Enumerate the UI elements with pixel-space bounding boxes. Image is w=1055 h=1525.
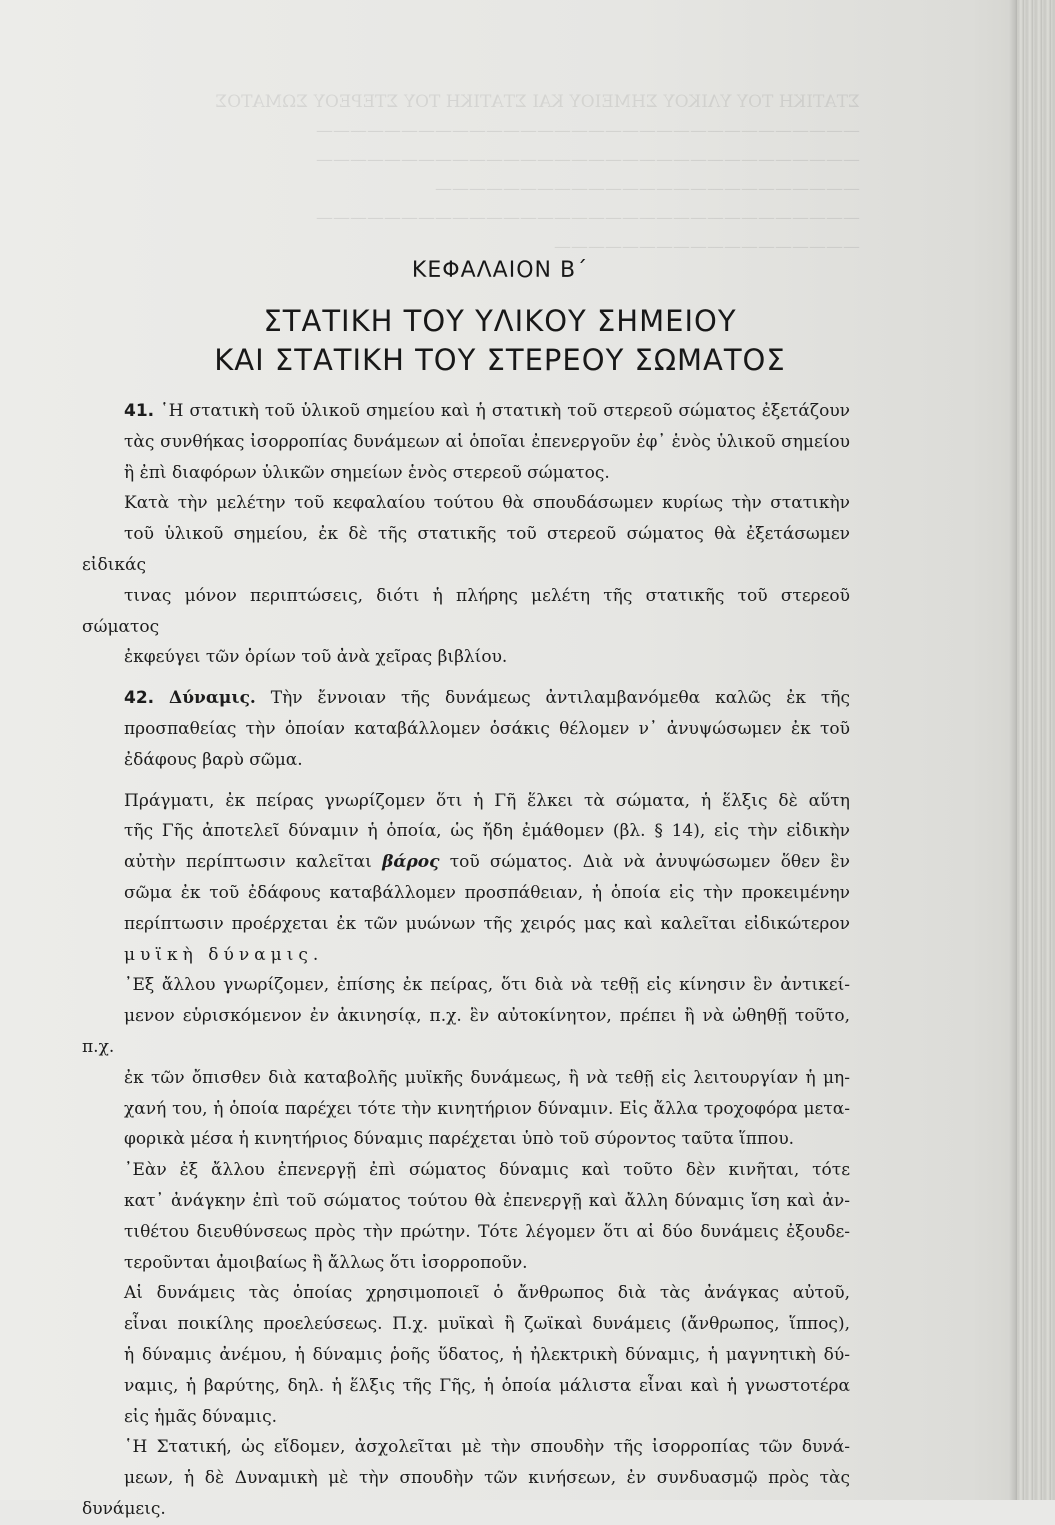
text-line: ῾Η Στατική, ὡς εἴδομεν, ἀσχολεῖται μὲ τὴν σπουδὴν τῆς ἰσορροπίας τῶν δυνά- — [124, 1437, 850, 1458]
emphasized-term: βάρος — [382, 852, 440, 873]
text-line: σῶμα ἐκ τοῦ ἐδάφους καταβάλλομεν προσπάθειαν, ἡ ὁποία εἰς τὴν προκειμένην — [124, 882, 850, 903]
show-through-text: ΣΤΑΤΙΚΗ ΤΟΥ ΥΛΙΚΟΥ ΣΗΜΕΙΟΥ ΚΑΙ ΣΤΑΤΙΚΗ ΤΟΥ ΣΤΕΡΕΟΥ ΣΩΜΑΤΟΣ ———————————————————————————————— ———————————————————————————————— ————————————————————————— ———————————————————————————————— —————————————————— — [215, 92, 860, 257]
page-edge-shadow — [1009, 0, 1017, 1500]
text-line — [82, 396, 850, 427]
text-line: εἰς ἡμᾶς δύναμις. — [124, 1406, 278, 1427]
text-line: ἢ ἐπὶ διαφόρων ὑλικῶν σημείων ἑνὸς στερεοῦ σώματος. — [124, 462, 610, 483]
text-line: εἶναι ποικίλης προελεύσεως. Π.χ. μυϊκαὶ ἢ ζωϊκαὶ δυνάμεις (ἄνθρωπος, ἵππος), — [124, 1314, 850, 1335]
text-line — [82, 847, 850, 878]
page-stack-edge — [1015, 0, 1055, 1500]
text-line: ἡ δύναμις ἀνέμου, ἡ δύναμις ῥοῆς ὕδατος, ἡ ἠλεκτρικὴ δύναμις, ἡ μαγνητικὴ δύ- — [124, 1344, 850, 1365]
line-text: αὐτὴν περίπτωσιν καλεῖται — [124, 852, 372, 873]
text-line: φορικὰ μέσα ἡ κινητήριος δύναμις παρέχεται ὑπὸ τοῦ σύροντος ταῦτα ἵππου. — [124, 1129, 795, 1150]
text-line: Κατὰ τὴν μελέτην τοῦ κεφαλαίου τούτου θὰ σπουδάσωμεν κυρίως τὴν στατικὴν — [124, 493, 850, 514]
section-heading: Δύναμις. — [169, 688, 256, 709]
text-line: τεροῦνται ἀμοιβαίως ἢ ἄλλως ὅτι ἰσορροποῦν. — [124, 1252, 528, 1273]
text-line: μενον εὑρισκόμενον ἐν ἀκινησίᾳ, π.χ. ἓν αὐτοκίνητον, πρέπει ἢ νὰ ὠθηθῇ τοῦτο, π.χ. — [82, 1006, 850, 1057]
section-42-paragraph-1 — [82, 683, 850, 775]
text-line: ἐκ τῶν ὄπισθεν διὰ καταβολῆς μυϊκῆς δυνάμεως, ἢ νὰ τεθῇ εἰς λειτουργίαν ἡ μη- — [124, 1067, 850, 1088]
section-41-paragraph-2 — [82, 488, 850, 673]
text-line: κατ᾽ ἀνάγκην ἐπὶ τοῦ σώματος τούτου θὰ ἐπενεργῇ καὶ ἄλλη δύναμις ἴση καὶ ἀν- — [124, 1190, 850, 1211]
text-line: ᾿Εξ ἄλλου γνωρίζομεν, ἐπίσης ἐκ πείρας, ὅτι διὰ νὰ τεθῇ εἰς κίνησιν ἓν ἀντικεί- — [124, 975, 850, 996]
text-line: τῆς Γῆς ἀποτελεῖ δύναμιν ἡ ὁποία, ὡς ἤδη ἐμάθομεν (βλ. § 14), εἰς τὴν εἰδικὴν — [124, 821, 850, 842]
section-41-paragraph-1 — [82, 396, 850, 488]
text-line: τοῦ ὑλικοῦ σημείου, ἐκ δὲ τῆς στατικῆς τοῦ στερεοῦ σώματος θὰ ἐξετάσωμεν εἰδικάς — [82, 524, 850, 575]
text-line: χανή του, ἡ ὁποία παρέχει τότε τὴν κινητήριον δύναμιν. Εἰς ἄλλα τροχοφόρα μετα- — [124, 1098, 850, 1119]
text-line: τὰς συνθήκας ἰσορροπίας δυνάμεων αἱ ὁποῖαι ἐπενεργοῦν ἐφ᾽ ἑνὸς ὑλικοῦ σημείου — [124, 431, 850, 452]
section-42-paragraph-5 — [82, 1278, 850, 1432]
body-text — [82, 396, 850, 1525]
spaced-term: μυϊκὴ δύναμις. — [124, 944, 324, 965]
section-42-paragraph-3 — [82, 970, 850, 1155]
text-line: τιθέτου διευθύνσεως πρὸς τὴν πρώτην. Τότε λέγομεν ὅτι αἱ δύο δυνάμεις ἐξουδε- — [124, 1221, 850, 1242]
text-line: μεων, ἡ δὲ Δυναμικὴ μὲ τὴν σπουδὴν τῶν κινήσεων, ἐν συνδυασμῷ πρὸς τὰς δυνάμεις. — [82, 1468, 850, 1519]
text-line: Πράγματι, ἐκ πείρας γνωρίζομεν ὅτι ἡ Γῆ ἕλκει τὰ σώματα, ἡ ἕλξις δὲ αὕτη — [124, 790, 850, 811]
text-line: ναμις, ἡ βαρύτης, δηλ. ἡ ἕλξις τῆς Γῆς, ἡ ὁποία μάλιστα εἶναι καὶ ἡ γνωστοτέρα — [124, 1375, 850, 1396]
section-number: 42. — [124, 688, 155, 709]
line-text: τοῦ σώματος. Διὰ νὰ ἀνυψώσωμεν ὅθεν ἓν — [449, 852, 851, 873]
text-line: προσπαθείας τὴν ὁποίαν καταβάλλομεν ὁσάκις θέλομεν ν᾽ ἀνυψώσωμεν ἐκ τοῦ — [124, 718, 850, 739]
section-42-paragraph-4 — [82, 1155, 850, 1278]
text-line: περίπτωσιν προέρχεται ἐκ τῶν μυώνων τῆς χειρός μας καὶ καλεῖται εἰδικώτερον — [124, 913, 850, 934]
section-number: 41. — [124, 401, 155, 421]
text-line: ἐδάφους βαρὺ σῶμα. — [124, 749, 303, 770]
text-line: Αἱ δυνάμεις τὰς ὁποίας χρησιμοποιεῖ ὁ ἄνθρωπος διὰ τὰς ἀνάγκας αὐτοῦ, — [124, 1283, 850, 1304]
line-text: Τὴν ἔννοιαν τῆς δυνάμεως ἀντιλαμβανόμεθα καλῶς ἐκ τῆς — [270, 688, 851, 709]
text-line: ἐκφεύγει τῶν ὁρίων τοῦ ἀνὰ χεῖρας βιβλίου. — [124, 647, 508, 668]
chapter-label: ΚΕΦΑΛΑΙΟΝ Β΄ — [411, 258, 589, 283]
section-42-paragraph-2 — [82, 786, 850, 971]
chapter-title-line-2: ΚΑΙ ΣΤΑΤΙΚΗ ΤΟΥ ΣΤΕΡΕΟΥ ΣΩΜΑΤΟΣ — [214, 343, 786, 377]
text-line: τινας μόνον περιπτώσεις, διότι ἡ πλήρης μελέτη τῆς στατικῆς τοῦ στερεοῦ σώματος — [82, 585, 850, 637]
section-42-paragraph-6 — [82, 1432, 850, 1524]
line-text: ῾Η στατικὴ τοῦ ὑλικοῦ σημείου καὶ ἡ στατικὴ τοῦ στερεοῦ σώματος ἐξετάζουν — [160, 401, 851, 421]
text-line: ᾿Εὰν ἐξ ἄλλου ἐπενεργῇ ἐπὶ σώματος δύναμις καὶ τοῦτο δὲν κινῆται, τότε — [124, 1160, 850, 1181]
chapter-title-line-1: ΣΤΑΤΙΚΗ ΤΟΥ ΥΛΙΚΟΥ ΣΗΜΕΙΟΥ — [263, 304, 737, 338]
text-line — [82, 683, 850, 714]
